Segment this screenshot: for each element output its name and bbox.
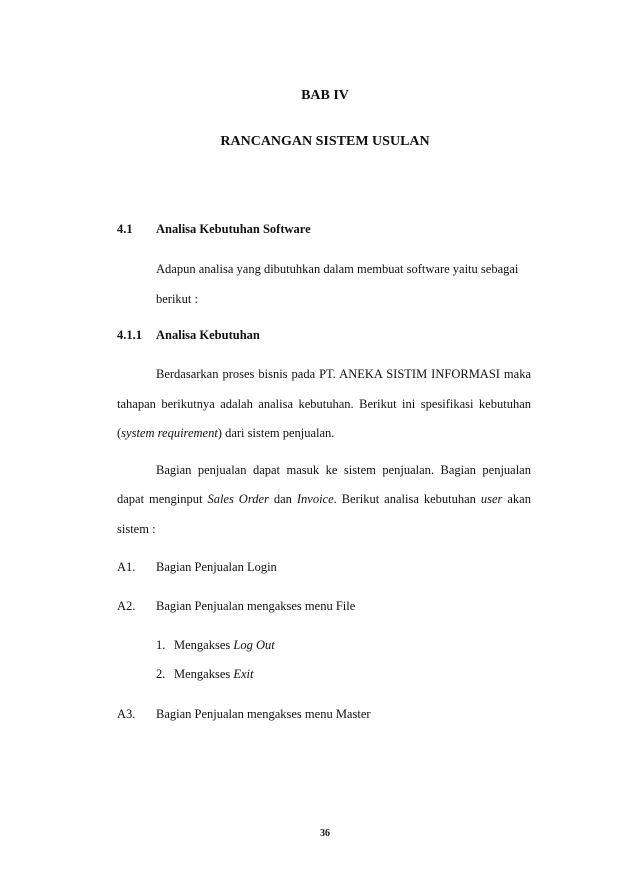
paragraph-2-line-1: Bagian penjualan dapat masuk ke sistem penjualan. Bagian penjualan xyxy=(156,463,531,477)
requirement-code: A3. xyxy=(117,707,136,721)
subitem-number: 1. xyxy=(156,638,166,652)
paragraph-1-line-2: tahapan berikutnya adalah analisa kebutuhan. Berikut ini spesifikasi kebutuhan xyxy=(117,397,531,411)
requirement-text: Bagian Penjualan Login xyxy=(156,560,277,574)
requirement-text: Bagian Penjualan mengakses menu File xyxy=(156,599,356,613)
paragraph-2-line-2: dapat menginput Sales Order dan Invoice. Berikut analisa kebutuhan user akan xyxy=(117,492,531,506)
term-system-requirement: system requirement xyxy=(121,426,218,440)
requirement-code: A1. xyxy=(117,560,136,574)
paragraph-2-line-3: sistem : xyxy=(117,522,156,536)
term-sales-order: Sales Order xyxy=(207,492,269,506)
section-heading: Analisa Kebutuhan Software xyxy=(156,222,311,236)
term-invoice: Invoice xyxy=(296,492,334,506)
page-number: 36 xyxy=(320,828,330,839)
subsection-number: 4.1.1 xyxy=(117,328,142,342)
paragraph-1-line-3: (system requirement) dari sistem penjualan. xyxy=(117,426,335,440)
chapter-heading: BAB IV xyxy=(301,88,349,103)
requirement-text: Bagian Penjualan mengakses menu Master xyxy=(156,707,371,721)
subitem-number: 2. xyxy=(156,667,166,681)
intro-line-1: Adapun analisa yang dibutuhkan dalam membuat software yaitu sebagai xyxy=(156,262,519,276)
subsection-heading: Analisa Kebutuhan xyxy=(156,328,260,342)
subitem-text: Mengakses Exit xyxy=(174,667,254,681)
paragraph-1-line-1: Berdasarkan proses bisnis pada PT. ANEKA SISTIM INFORMASI maka xyxy=(156,367,531,381)
subitem-text: Mengakses Log Out xyxy=(174,638,275,652)
chapter-title: RANCANGAN SISTEM USULAN xyxy=(220,134,430,149)
section-number: 4.1 xyxy=(117,222,133,236)
intro-line-2: berikut : xyxy=(156,292,199,306)
requirement-code: A2. xyxy=(117,599,136,613)
term-user: user xyxy=(480,492,503,506)
